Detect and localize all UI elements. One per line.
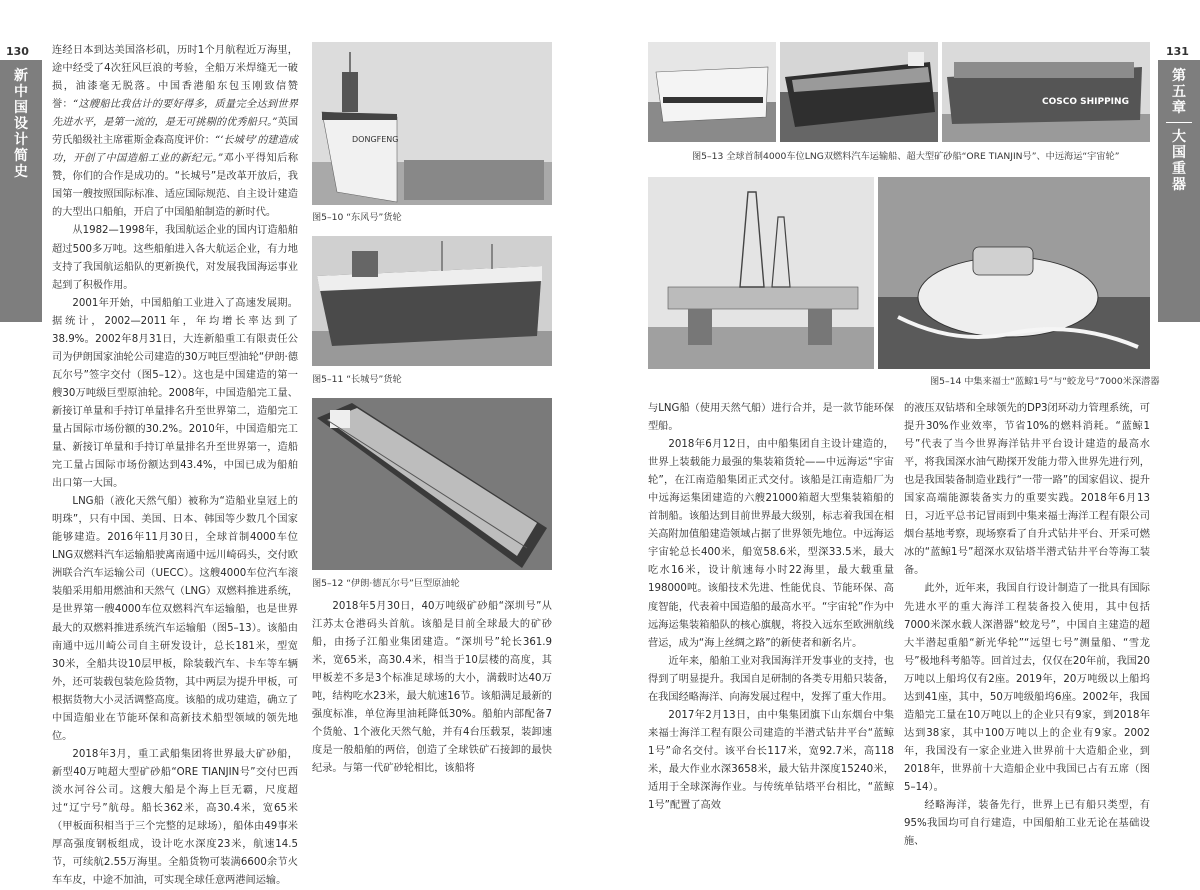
side-tab-divider xyxy=(1166,122,1192,123)
caption-fig-5-11: 图5–11 “长城号”货轮 xyxy=(312,374,402,385)
paragraph: 2018年6月12日，由中船集团自主设计建造的，世界上装载能力最强的集装箱货轮——中远海运“宇宙轮”，在江南造船集团正式交付。该船是江南造船厂为中远海运集团建造的六艘21000箱超大型集装箱船的首制船。该船达到目前世界最大级别，标志着我国在相关高附加值船建造领域占据了世界领先地位。中远海运宇宙轮总长400米，船宽58.6米，型深33.5米，最大吃水16米，设计航速每小时22海里，最大载重量198000吨。该船技术先进、性能优良、节能环保、高度智能，代表着中国造船的最高水平。“宇宙轮”作为中远海运集装箱船队的核心旗舰，将投入远东至欧洲航线营运，成为“海上丝绸之路”的新使者和新名片。 xyxy=(648,439,894,649)
right-page xyxy=(600,0,1200,848)
quote: “这艘船比我估计的要好得多，质量完全达到世界先进水平，是第一流的，是无可挑剔的优秀船只。” xyxy=(52,99,298,129)
paragraph: 此外，近年来，我国自行设计制造了一批具有国际先进水平的重大海洋工程装备投入使用，其中包括7000米深水载人深潜器“蛟龙号”，中国自主建造的超大半潜起重船“新光华轮”“远望七号”测量船、“雪龙号”极地科考船等。回首过去，仅仅在20年前，我国20万吨以上船坞仅有2座。2019年，20万吨级以上船坞达到41座，其中，50万吨级船坞6座。2002年，我国造船完工量在10万吨以上的企业只有9家，到2018年达到38家，其中100万吨以上的企业有9家。2002年，我国没有一家企业进入世界前十大造船企业，到2018年，世界前十大造船企业中我国已占有五席（图5–14）。 xyxy=(904,583,1150,793)
page-number-right: 131 xyxy=(1166,45,1189,58)
caption-fig-5-14: 图5–14 中集来福士“蓝鲸1号”与“蛟龙号”7000米深潜器 xyxy=(930,376,1160,387)
hull-text: DONGFENG xyxy=(352,135,399,144)
paragraph: 2018年3月，重工武船集团将世界最大矿砂船，新型40万吨超大型矿砂船“ORE TIANJIN号”交付巴西淡水河谷公司。这艘大船是个海上巨无霸，尺度超过“辽宁号”航母。船长362米，高30.4米，宽65米（甲板面积相当于三个完整的足球场），船体由49事米厚高强度钢板组成，设计吃水深度23米，航速14.5节，可续航2.55万海里。全船货物可装满6600余节火车车皮，中途不加油，可实现全球任意两港间运输。 xyxy=(52,748,298,887)
hull-text: COSCO SHIPPING xyxy=(1042,97,1129,107)
paragraph: LNG船（液化天然气船）被称为“造船业皇冠上的明珠”，只有中国、美国、日本、韩国等少数几个国家能够建造。2016年11月30日，全球首制4000车位LNG双燃料汽车运输船驶离南通中远川崎码头，交付欧洲联合汽车运输公司（UECC）。这艘4000车位汽车滚装船采用船用燃油和天然气（LNG）双燃料推进系统，是世界第一艘4000车位双燃料汽车运输船，也是世界最大的双燃料推进系统汽车运输船（图5–13）。该船由南通中远川崎公司自主研发设计，总长181米，型宽30米，全船共设10层甲板，除装载汽车、卡车等车辆外，还可装载包装危险货物，其中两层为提升甲板，可根据货物大小灵活调整高度。该船的成功建造，确立了中国造船业在节能环保和高新技术船型领域的领先地位。 xyxy=(52,496,298,742)
fig-5-13-photo-lng-carrier xyxy=(648,42,776,142)
fig-5-14-photo-drilling-platform xyxy=(648,177,874,369)
side-tab-chapter: 第五章 xyxy=(1172,68,1186,116)
fig-5-10-photo xyxy=(312,42,552,205)
paragraph: 2001年开始，中国船舶工业进入了高速发展期。据统计，2002—2011年，年均增长率达到了38.9%。2002年8月31日，大连新船重工有限责任公司为伊朗国家油轮公司建造的30万吨巨型油轮“伊朗·德瓦尔号”签字交付（图5–12）。这也是中国建造的第一艘30万吨级巨型原油轮。2008年，中国造船完工量、新接订单量和手持订单量排名升至世界第二，造船完工量占国际市场份额的30.2%。2010年，中国造船完工量、新接订单量和手持订单量排名升至世界第一，造船完工量占国际市场份额达到43.4%，中国已成为船舶出口第一大国。 xyxy=(52,297,298,490)
fig-5-13-photo-ore-carrier xyxy=(780,42,938,142)
quote: “‘长城号’的建造成功，开创了中国造船工业的新纪元。” xyxy=(52,135,298,165)
fig-5-11-photo xyxy=(312,236,552,366)
paragraph: 连经日本到达美国洛杉矶，历时1个月航程近万海里，途中经受了4次狂风巨浪的考验，全船万米焊缝无一破损，油漆毫无脱落。中国香港船东包玉刚致信赞誉：“这艘船比我估计的要好得多，质量完全达到世界先进水平，是第一流的，是无可挑剔的优秀船只。”英国劳氏船级社主席霍斯金森高度评价：“‘长城号’的建造成功，开创了中国造船工业的新纪元。”邓小平得知后称赞，你们的合作是成功的。“长城号”是改革开放后，我国第一艘按照国际标准、适应国际规范、自主设计建造的大型出口船舶，开启了中国船舶制造的新时代。 xyxy=(52,45,299,219)
paragraph: 近年来，船舶工业对我国海洋开发事业的支持，也得到了明显提升。我国自足研制的各类专用船只装备，在我国经略海洋、向海发展过程中，发挥了重大作用。 xyxy=(648,655,894,703)
left-column-2 xyxy=(312,598,552,778)
side-tab-title: 新中国设计简史 xyxy=(14,68,28,180)
caption-fig-5-13: 图5–13 全球首制4000车位LNG双燃料汽车运输船、超大型矿砂船“ORE TIANJIN号”、中远海运“宇宙轮” xyxy=(692,151,1120,162)
left-column-1 xyxy=(52,42,298,890)
side-tab-right xyxy=(1158,60,1200,322)
paragraph: 与LNG船（使用天然气船）进行合并，是一款节能环保型船。 xyxy=(648,403,894,433)
fig-5-13-photo-container-ship xyxy=(942,42,1150,142)
paragraph: 2018年5月30日，40万吨级矿砂船“深圳号”从江苏太仓港码头首航。该船是目前全球最大的矿砂船，由扬子江船业集团建造。“深圳号”轮长361.9米，宽65米，高30.4米，相当于10层楼的高度，其甲板差不多是3个标准足球场的大小，满载时达40万吨，结构吃水23米，最大航速16节。该船满足最新的强度标准，单位海里油耗降低30%。船舶内部配备7个货舱、1个液化天然气舱，并有4台压载泵，装卸速度是一般船舶的两倍，创造了全球铁矿石接卸的最快纪录。与第一代矿砂轮相比，该船将 xyxy=(312,601,552,775)
fig-5-12-photo xyxy=(312,398,552,570)
fig-5-14-photo-submersible xyxy=(878,177,1150,369)
paragraph: 2017年2月13日，由中集集团旗下山东烟台中集来福士海洋工程有限公司建造的半潜式钻井平台“蓝鲸1号”命名交付。该平台长117米，宽92.7米，高118米，最大作业水深3658米，最大钻井深度15240米，适用于全球深海作业。与传统单钻塔平台相比，“蓝鲸1号”配置了高效 xyxy=(648,709,894,812)
paragraph: 从1982—1998年，我国航运企业的国内订造船舶超过500多万吨。这些船舶进入各大航运企业，有力地支持了我国航运船队的更新换代，对发展我国海运事业起到了积极作用。 xyxy=(52,225,298,291)
paragraph: 经略海洋，装备先行，世界上已有船只类型，有95%我国均可自行建造，中国船舶工业无论在基础设施、 xyxy=(904,800,1150,848)
side-tab-left xyxy=(0,60,42,322)
left-page xyxy=(0,0,600,887)
caption-fig-5-10: 图5–10 “东风号”货轮 xyxy=(312,212,402,223)
right-column-2 xyxy=(904,400,1150,851)
side-tab-title: 大国重器 xyxy=(1172,129,1186,193)
caption-fig-5-12: 图5–12 “伊朗·德瓦尔号”巨型原油轮 xyxy=(312,578,460,589)
paragraph: 的液压双钻塔和全球领先的DP3闭环动力管理系统，可提升30%作业效率，节省10%的燃料消耗。“蓝鲸1号”代表了当今世界海洋钻井平台设计建造的最高水平，将我国深水油气勘探开发能力带入世界先进行列，也是我国装备制造业践行“一带一路”的国家倡议、提升国家高端能源装备实力的重要实践。2018年6月13日，习近平总书记冒雨到中集来福士海洋工程有限公司烟台基地考察，现场察看了自升式钻井平台、开采可燃冰的“蓝鲸1号”超深水双钻塔半潜式钻井平台等海工装备。 xyxy=(904,403,1150,577)
page-number-left: 130 xyxy=(6,45,29,58)
right-column-1 xyxy=(648,400,894,815)
